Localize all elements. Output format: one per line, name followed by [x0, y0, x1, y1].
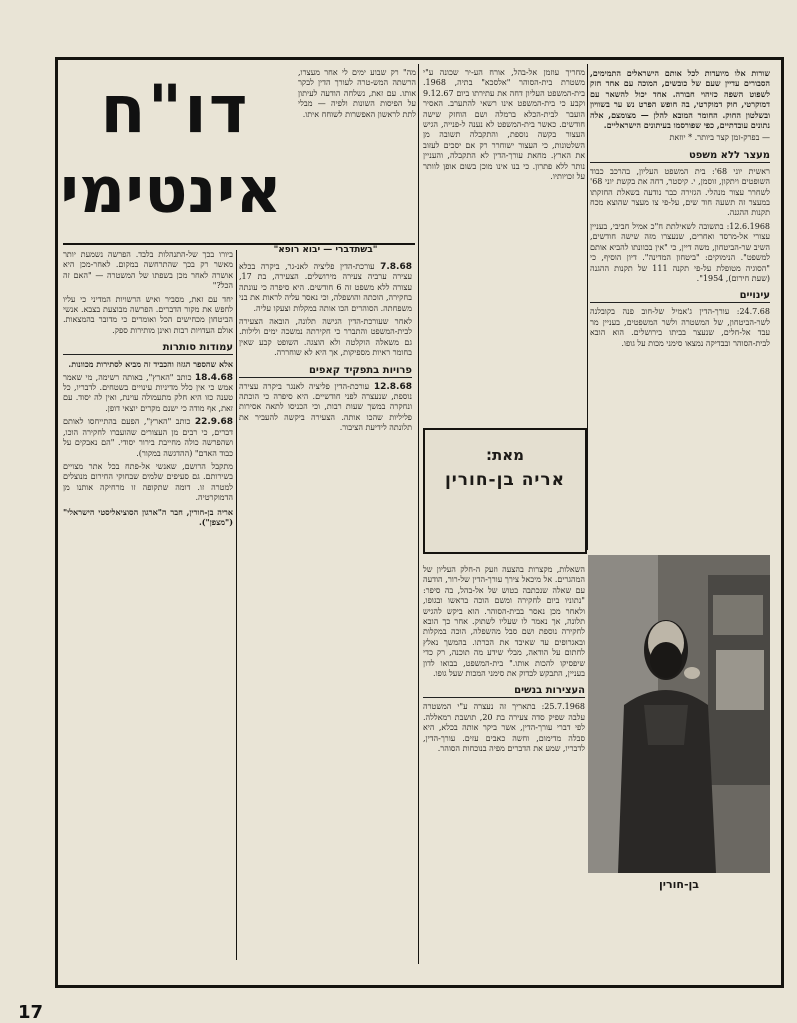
column-2b	[298, 68, 416, 163]
column-4	[63, 250, 233, 960]
column-5	[423, 565, 585, 963]
photo-caption: בן-חורין	[658, 878, 700, 891]
page-number-value: 17	[18, 1002, 44, 1023]
entry-text: יחד עם זאת, מסביר ואיש הרשויות המדיני כי עליו לחפש את מקור הדברים. הפרשה מבוצעת בצבא. אנשי הביטחון מכחישים הכל ואומרים כי מדובר בהמצאות. אולם העדויות רבות ואינן מותירות ספק.	[63, 294, 233, 335]
entry-text: לאחר שעורכת-הדין הגישה תלונה, הובאה הצעירה לבית-המשפט והתברר כי חקירתה נמשכה ימים ולילות. גם משאלה הוקלטה ולא הוצגה. השופט קבע שאין בחומר ראיות מספיקות, אך היא לא שוחררה.	[239, 317, 412, 358]
headline-line-1: דו"ח	[100, 71, 250, 148]
entry-date: 7.8.68	[380, 262, 412, 272]
entry-text: מתקבל הרושם, שאנשי אל-פתח בכל אתר מצויים בשירותם. גם סעיפים שלמים שבחוקי החירום מנוצלים למטרה זו. דומה שתקופה זו מרחיקה אותנו מן הדמוקרטיה.	[63, 461, 233, 503]
entry-text: עורכת-הדין פליציה לאנגר ביקרה עצירה נוספת, שנעצרה לפני חודשיים. היא סיפרה כי הוכתה ונחקרה במשך שעות רבות, וכי הכניסו לתאה אסירות פליליות שהכו אותה. הצעירה ביקשה להעביר את תלונתה לידיעת הציבור.	[239, 381, 412, 433]
section-text: 25.7.1968: בתאריך זה נעצרה ע"י המשטרה עלבה שפיק סדה צעירה בת 20, תושבת רמאללה. לפי דברי עורך-הדין, אשר ביקר אותה בכלא, היא סבלה מדימום, וחשה כאבים עזים. עורך-הדין, לדבריו, שמע את הדברים מפיה בנוכחות הסוהר.	[423, 702, 585, 754]
kicker: "בשתדברי — יבוא רופא"	[273, 245, 378, 255]
intro-text: שורות אלו מיועדות לכל אותם הישראלים התמימים, הסבורים עדיין שעם של כובשים, המוכה עם אחד חזק לשפוט השפה כזיהוי חבורה. אחד יכול להשאר עם דמוקרטי, חוק דמוקרטי, בה חופש הפרט נש ער בשוויון ובשלטון החוק. החומר המובא להלן — מצומצם, אלה נתונים עובדתיים, כפי שפורסמו בעיתונים הישראליים.	[590, 68, 770, 131]
entry-date: 18.4.68	[194, 372, 233, 383]
page-number	[18, 1002, 43, 1023]
author-note: אריה בן-חורין, חבר ה"ארגון הסוציאליסטי הישראלי" ("מצפן").	[63, 506, 233, 527]
section-text: ראשית יוני 68': בית המשפט העליון, בהרכב כבוד השופטים ויתקון, זוסמן, י. קיסטר, דחה את בקשת יוני 68' לשחרר עצור מנהלי. הגזירה כבר נודעה בשאלת החזקתו במעצר זה תשעה חוד שים, על-פי צו מעצר שהוצא מכח תקנות ההגנה.	[590, 166, 770, 218]
byline-author: אריה בן-חורין	[444, 470, 566, 490]
intro-sign: — בפרק-זמן קצר ביותר. * יוזאת	[669, 133, 770, 143]
byline-label: מאת:	[485, 446, 525, 464]
column-3	[239, 262, 412, 972]
section-heading: עינויים	[590, 289, 770, 303]
column-1	[590, 68, 770, 544]
entry-text: ביורו בכך של-התנהלות בלבד. הפרשה נשמעת יותר מאשר רק בכך שהתרחשה במקום. לאחר-מכן היא אושרה לאחר מכן בשפתו של המשטרה — "האם זה הכל?"	[63, 250, 233, 291]
section-heading: העצירות בנשים	[423, 684, 585, 698]
entry-text: אלא שהספר הגזוז והכביד זה מביא לסתירות מכוונות.	[68, 359, 233, 370]
divider	[236, 250, 237, 960]
divider	[587, 64, 588, 550]
column-2-text: מחריך עוזמן אל-בהל, אורח הע-יר שכונה ע"י משטרת בית-הסוהר "אלסכא" בתיה, 1968. בית-המשפט העליון דחה את עתירתו ביום 9.12.67 וקבע כי בית-המשפט אינו רשאי להתערב. האסיר הועבר לבית-הכלא ברמלה ושם הוחזק שישה חודשים. כאשר בית-המשפט לא נענה ל-פנייה, הגיש העצור בקשה נוספת, והתקבלה תשובה מן השלטונות, כי העצור ישוחרר רק אם יסכים לעזוב את הארץ. מחאת עורך-הדין לא התקבלה, והעניין נותר ללא פתרון. כי בנו אינו מוכן בשום אופן לוותר על זכויותיו.	[423, 68, 585, 182]
entry-text: עורכת-הדין פליציה לאנ-גר, ביקרה בכלא עצירה ערביה צעירה מירושלים. הצעירה, בת 17, עצורה ללא משפט זה 6 חודשים. היא סיפרה כי עונתה בחקירה, הוכתה והושפלה, וכי נאסר עליה לראות את בני משפחתה. הסוהרים הכו אותה במקלות וצעקו עליה.	[239, 262, 412, 313]
column-2	[423, 68, 585, 420]
section-heading: עמודות סותרות	[63, 341, 233, 355]
section-heading: פרויות בתפקיד קאפים	[239, 364, 412, 378]
column-5-text: השאלות, מקצרות בהצעה וזעק ה-חלק העליון של המהגרים. אל מיכאל צירך עורך-הדין של-רור, הודעה עם שאלה שנכתבה בטוש של אל-בהל, בה סיפר: "נתוניו ביום לחקירה ומשם הוכה בראשו ובגופו, ולאחר מכן נאסר בבית-הסוהר. הוא ביקש להגיש תלונה, אך נאמר לו שעליו לשתוק. אחר כך הובא לחקירה נוספת ושם סבל מהשפלה, הוכה במקלות ובאגרופים עד שאיבד את הכרתו. בהמשך נאלץ לחתום על הודאה, מבלי שידע מה תוכנה, רק כדי שיפסיקו להכות אותו." בית-המשפט, בבואו לדון בעניין, התבקש לבדוק את סימני המכות שעל גופו.	[423, 565, 585, 679]
headline-line-2: אינטימי	[60, 154, 282, 228]
author-photo	[588, 555, 770, 873]
section-text: 12.6.1968: בתשובה לשאילתת ח"כ אמיל חביבי, בעניין עצורי אל-מרסד ואחרים, שנעצרו מזה שישה חודשים, השיב שר-הביטחון, משה דיין, כי "אין בכוונתו להביא אותם למשפט". הנימוקים: "ביטחון המדינה". דיון הוסיף, כי "הסוגיה מטופלת על-פי תקנה 111 של תקנות ההגנה (שעת חירום), 1954".	[590, 221, 770, 283]
entry-date: 22.9.68	[194, 417, 233, 428]
author-photo-illustration	[588, 555, 770, 873]
headline	[60, 70, 282, 246]
byline-box	[423, 428, 587, 554]
section-heading: מעצר ללא משפט	[590, 149, 770, 163]
entry-text: כותב "הארץ", באותה רשימה, מי שאמר אמש כי אין כלל מדיניות עינויים בשטחים. לדבריו, כל טענה כזו היא חלק מתעמולה עוינת, ואין לה יסוד. עם זאת, אף מודה כי ישנם מקרים יוצאי דופן.	[63, 372, 233, 413]
divider	[418, 64, 419, 964]
entry-text: כותב "הארץ", הפעם בהתייחסו לאותם דברים, כי רבים מן העצורים שהועברו לחקירה הוכו, ושהפרשה כולה מחייבת בירור יסודי. "הם נאבקים על כבוד האדם" (ההדגשה במקור).	[63, 417, 233, 458]
section-text: 24.7.68: עורך-הדין ג'אמיל של-חוב פנה בקובלנה לשר-הביטחון, של המשטרה ולשר המשפטים, בעניין מר עבד אל-חלים, שנעצר בביתו בירושלים. הוא הובא לבית-הסוהר ובבדיקה נמצאו סימני מכות על גופו.	[590, 307, 770, 348]
column-2b-text: מה" רק שבוע ימים לי אחר מעצרו, הרשתה המש-טרה לעורך הדין לבקר אותו. עם זאת, נשלחה הודעה לעיתון על הפיסות השונות ולפיה — מבלי לתת לראשון האפשרות לשוחח איתו.	[298, 68, 416, 119]
entry-date: 12.8.68	[373, 381, 412, 392]
